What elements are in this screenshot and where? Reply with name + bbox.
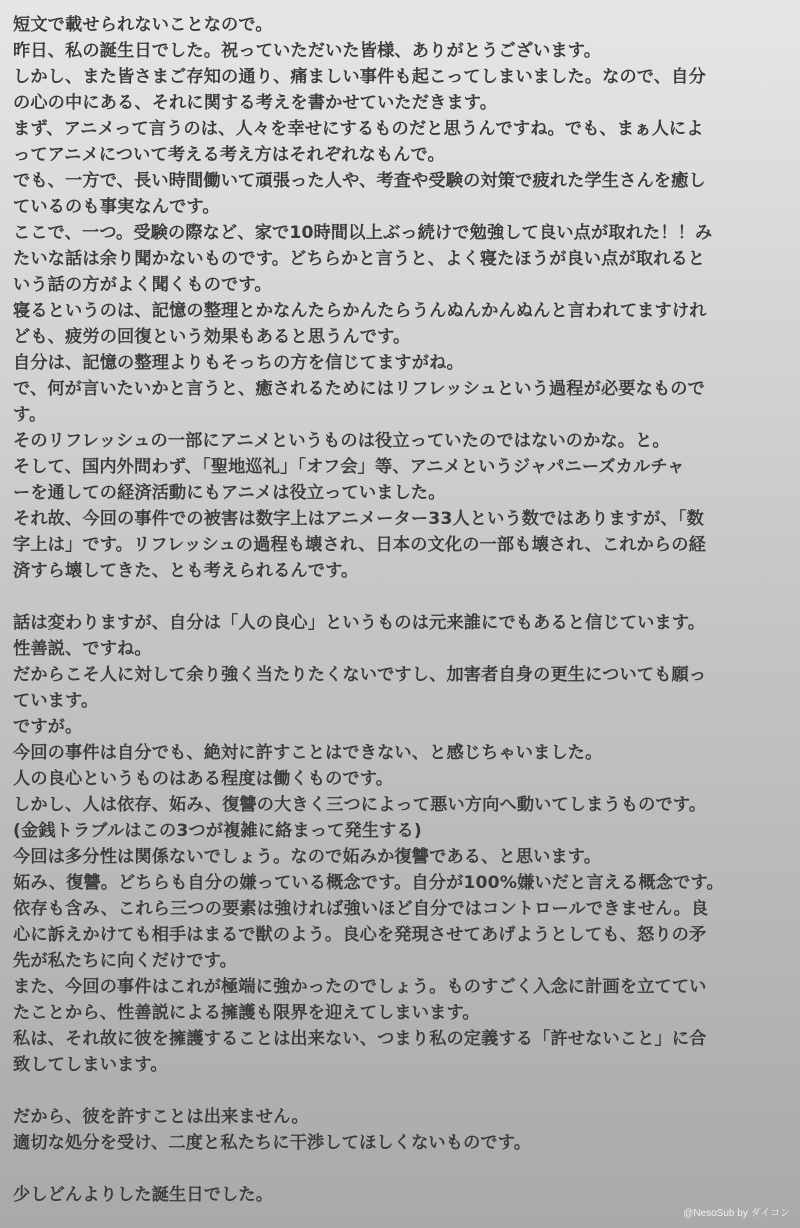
- watermark: @NesoSub by ダイコン: [683, 1208, 790, 1219]
- text-line: たいな話は余り聞かないものです。どちらかと言うと、よく寝たほうが良い点が取れると: [13, 249, 706, 269]
- blank-line: [13, 1156, 788, 1182]
- text-line: ているのも事実なんです。: [13, 197, 220, 217]
- text-line: 心に訴えかけても相手はまるで獣のよう。良心を発現させてあげようとしても、怒りの矛: [13, 925, 707, 945]
- text-line: 今回の事件は自分でも、絶対に許すことはできない、と感じちゃいました。: [13, 743, 603, 763]
- text-line: (金銭トラブルはこの3つが複雑に絡まって発生する): [13, 821, 422, 841]
- text-line: す。: [13, 405, 47, 425]
- text-line: でも、一方で、長い時間働いて頑張った人や、考査や受験の対策で疲れた学生さんを癒し: [13, 171, 706, 191]
- text-line: 話は変わりますが、自分は「人の良心」というものは元来誰にでもあると信じています。: [13, 613, 706, 633]
- text-line: 済すら壊してきた、とも考えられるんです。: [13, 561, 359, 581]
- text-line: の心の中にある、それに関する考えを書かせていただきます。: [13, 93, 498, 113]
- text-line: ですが。: [13, 717, 83, 737]
- text-line: 短文で載せられないことなので。: [13, 15, 273, 35]
- post-body: [13, 12, 788, 1208]
- text-line: 少しどんよりした誕生日でした。: [13, 1185, 274, 1205]
- text-line: 寝るというのは、記憶の整理とかなんたらかんたらうんぬんかんぬんと言われてますけれ: [13, 301, 707, 321]
- text-line: ここで、一つ。受験の際など、家で10時間以上ぶっ続けで勉強して良い点が取れた！！み: [13, 223, 713, 243]
- text-line: ってアニメについて考える考え方はそれぞれなもんで。: [13, 145, 445, 165]
- text-line: いう話の方がよく聞くものです。: [13, 275, 272, 295]
- blank-line: [13, 584, 788, 610]
- text-line: だから、彼を許すことは出来ません。: [13, 1107, 309, 1127]
- text-line: 今回は多分性は関係ないでしょう。なので妬みか復讐である、と思います。: [13, 847, 602, 867]
- text-line: しかし、人は依存、妬み、復讐の大きく三つによって悪い方向へ動いてしまうものです。: [13, 795, 707, 815]
- text-line: まず、アニメって言うのは、人々を幸せにするものだと思うんですね。でも、まぁ人によ: [13, 119, 704, 139]
- text-line: 依存も含み、これら三つの要素は強ければ強いほど自分ではコントロールできません。良: [13, 899, 709, 919]
- text-line: だからこそ人に対して余り強く当たりたくないですし、加害者自身の更生についても願っ: [13, 665, 707, 685]
- text-line: ています。: [13, 691, 99, 711]
- text-line: それ故、今回の事件での被害は数字上はアニメーター33人という数ではありますが、「数: [13, 509, 704, 529]
- text-line: 昨日、私の誕生日でした。祝っていただいた皆様、ありがとうございます。: [13, 41, 602, 61]
- text-line: しかし、また皆さまご存知の通り、痛ましい事件も起こってしまいました。なので、自分: [13, 67, 706, 87]
- text-line: 字上は」です。リフレッシュの過程も壊され、日本の文化の一部も壊され、これからの経: [13, 535, 706, 555]
- text-line: 自分は、記憶の整理よりもそっちの方を信じてますがね。: [13, 353, 464, 373]
- text-line: 先が私たちに向くだけです。: [13, 951, 238, 971]
- text-line: で、何が言いたいかと言うと、癒されるためにはリフレッシュという過程が必要なもので: [13, 379, 705, 399]
- text-line: たことから、性善説による擁護も限界を迎えてしまいます。: [13, 1003, 480, 1023]
- text-line: 性善説、ですね。: [13, 639, 152, 659]
- text-line: そのリフレッシュの一部にアニメというものは役立っていたのではないのかな。と。: [13, 431, 670, 451]
- text-line: 致してしまいます。: [13, 1055, 168, 1075]
- text-line: 妬み、復讐。どちらも自分の嫌っている概念です。自分が100%嫌いだと言える概念です。: [13, 873, 724, 893]
- blank-line: [13, 1078, 788, 1104]
- text-line: ーを通しての経済活動にもアニメは役立っていました。: [13, 483, 446, 503]
- text-line: ども、疲労の回復という効果もあると思うんです。: [13, 327, 411, 347]
- text-line: また、今回の事件はこれが極端に強かったのでしょう。ものすごく入念に計画を立ててい: [13, 977, 707, 997]
- text-line: 私は、それ故に彼を擁護することは出来ない、つまり私の定義する「許せないこと」に合: [13, 1029, 707, 1049]
- text-line: 人の良心というものはある程度は働くものです。: [13, 769, 394, 789]
- text-line: 適切な処分を受け、二度と私たちに干渉してほしくないものです。: [13, 1133, 532, 1153]
- text-line: そして、国内外問わず、「聖地巡礼」「オフ会」等、アニメというジャパニーズカルチャ: [13, 457, 685, 477]
